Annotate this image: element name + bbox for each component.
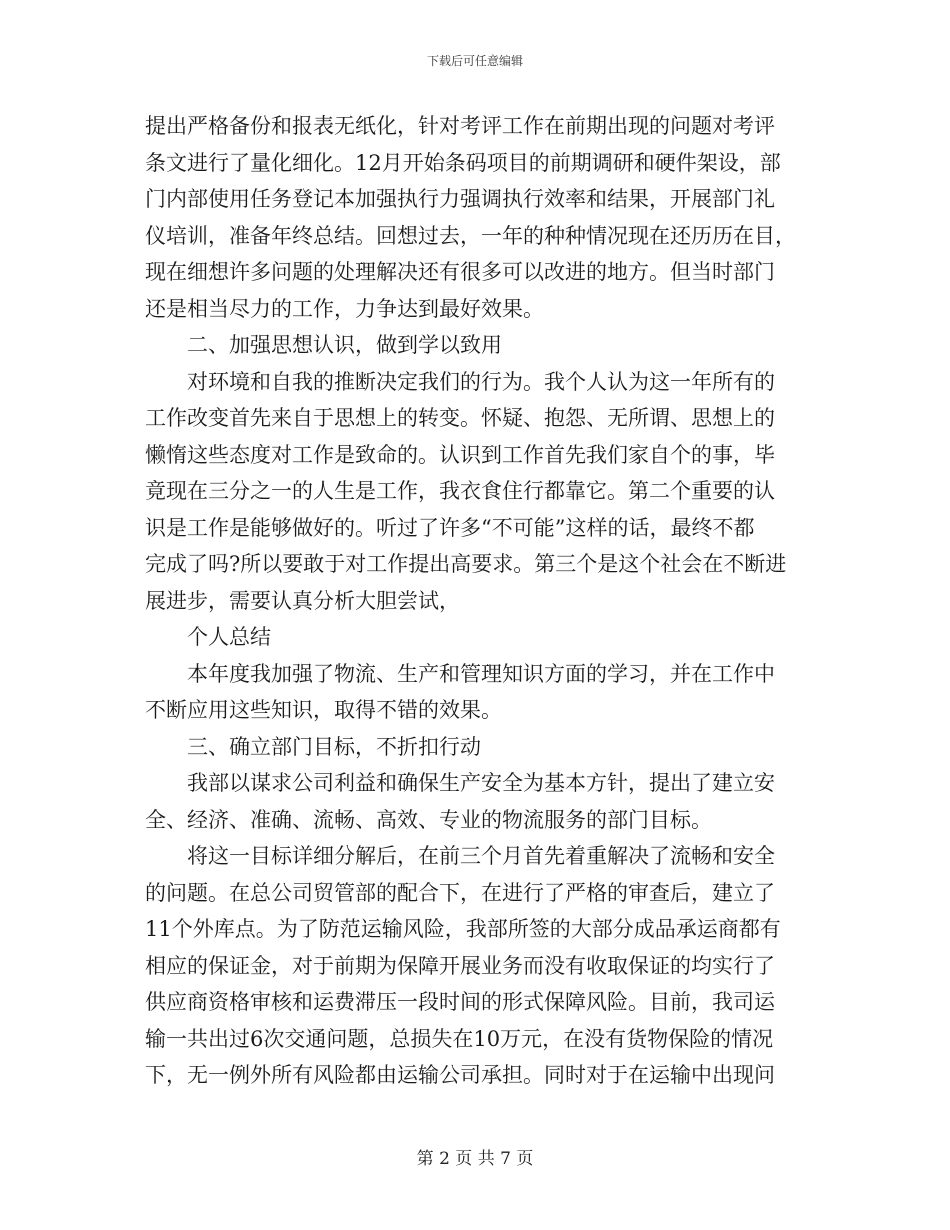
text-line: 不断应用这些知识，取得不错的效果。 (145, 698, 502, 722)
text-line: 的问题。在总公司贸管部的配合下，在进行了严格的审查后，建立了 (145, 880, 775, 905)
text-line: 工作改变首先来自于思想上的转变。怀疑、抱怨、无所谓、思想上的 (145, 406, 775, 430)
text-line: 现在细想许多问题的处理解决还有很多可以改进的地方。但当时部门 (145, 260, 775, 284)
text-line: 供应商资格审核和运费滞压一段时间的形式保障风险。目前，我司运 (145, 990, 775, 1014)
text-line: 提出严格备份和报表无纸化，针对考评工作在前期出现的问题对考评 (145, 114, 775, 138)
text-line: 仪培训，准备年终总结。回想过去，一年的种种情况现在还历历在目， (145, 223, 796, 248)
text-line: 本年度我加强了物流、生产和管理知识方面的学习，并在工作中 (187, 661, 775, 686)
text-line: 竟现在三分之一的人生是工作，我衣食住行都靠它。第二个重要的认 (145, 479, 775, 503)
text-line: 完成了吗?所以要敢于对工作提出高要求。第三个是这个社会在不断进 (145, 552, 787, 576)
text-line: 相应的保证金，对于前期为保障开展业务而没有收取保证的均实行了 (145, 953, 775, 978)
page-number: 第 2 页 共 7 页 (416, 1149, 534, 1169)
text-line: 三、确立部门目标，不折扣行动 (187, 734, 481, 759)
text-line: 将这一目标详细分解后，在前三个月首先着重解决了流畅和安全 (187, 844, 775, 868)
page-header-note: 下载后可任意编辑 (426, 54, 523, 68)
text-line: 还是相当尽力的工作，力争达到最好效果。 (145, 296, 544, 321)
text-line: 对环境和自我的推断决定我们的行为。我个人认为这一年所有的 (187, 369, 775, 394)
text-line: 识是工作是能够做好的。听过了许多“不可能”这样的话，最终不都 (145, 515, 755, 540)
text-line: 11个外库点。为了防范运输风险，我部所签的大部分成品承运商都有 (145, 917, 781, 941)
text-line: 个人总结 (187, 625, 271, 649)
text-line: 全、经济、准确、流畅、高效、专业的物流服务的部门目标。 (145, 807, 712, 832)
text-line: 门内部使用任务登记本加强执行力强调执行效率和结果，开展部门礼 (145, 187, 775, 211)
text-line: 条文进行了量化细化。12月开始条码项目的前期调研和硬件架设，部 (145, 150, 781, 175)
text-line: 懒惰这些态度对工作是致命的。认识到工作首先我们家自个的事，毕 (145, 442, 775, 467)
text-line: 输一共出过6次交通问题，总损失在10万元，在没有货物保险的情况 (145, 1026, 774, 1051)
text-line: 下，无一例外所有风险都由运输公司承担。同时对于在运输中出现问 (145, 1063, 775, 1087)
document-body (145, 108, 805, 1094)
text-line: 二、加强思想认识，做到学以致用 (187, 333, 502, 357)
text-line: 展进步，需要认真分析大胆尝试， (145, 588, 460, 613)
text-line: 我部以谋求公司利益和确保生产安全为基本方针，提出了建立安 (187, 771, 775, 795)
